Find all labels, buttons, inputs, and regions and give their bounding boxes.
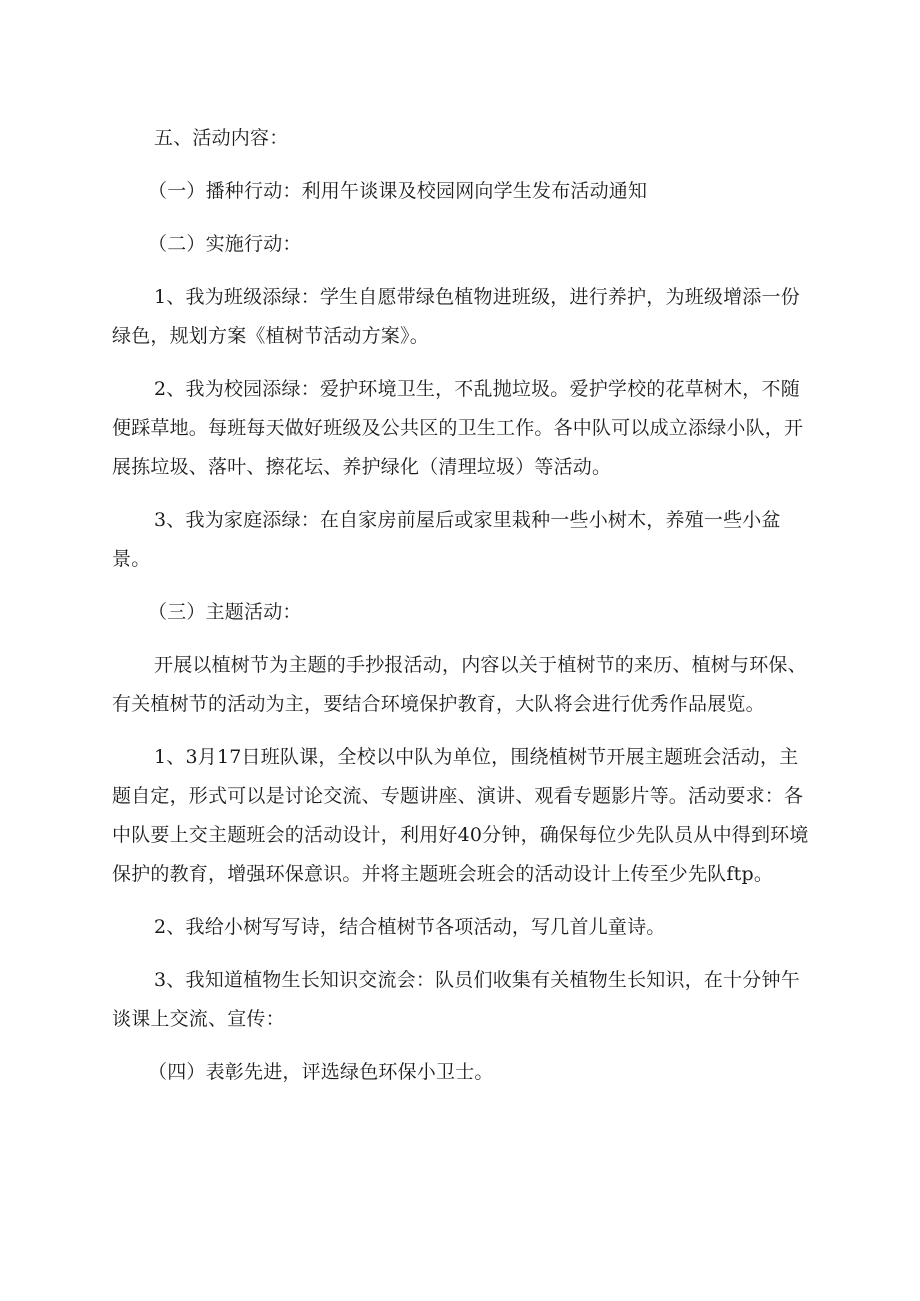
paragraph: 3、我知道植物生长知识交流会：队员们收集有关植物生长知识，在十分钟午谈课上交流、宣传： (112, 969, 800, 1030)
paragraph: 1、3月17日班队课，全校以中队为单位，围绕植树节开展主题班会活动，主题自定，形式可以是讨论交流、专题讲座、演讲、观看专题影片等。活动要求：各中队要上交主题班会的活动设计，利用好40分钟，确保每位少先队员从中得到环境保护的教育，增强环保意识。并将主题班会班会的活动设计上传至少先队ftp。 (112, 746, 809, 885)
section-heading: 五、活动内容： (154, 127, 289, 149)
paragraph: 2、我为校园添绿：爱护环境卫生，不乱抛垃圾。爱护学校的花草树木，不随便踩草地。每班每天做好班级及公共区的卫生工作。各中队可以成立添绿小队，开展拣垃圾、落叶、擦花坛、养护绿化（清理垃圾）等活动。 (112, 378, 804, 478)
list-item: （二）实施行动： (148, 233, 302, 255)
list-item: （三）主题活动： (148, 601, 302, 623)
paragraph: 2、我给小树写写诗，结合植树节各项活动，写几首儿童诗。 (154, 916, 666, 938)
list-item: （一）播种行动：利用午谈课及校园网向学生发布活动通知 (148, 180, 648, 202)
paragraph: 开展以植树节为主题的手抄报活动，内容以关于植树节的来历、植树与环保、有关植树节的活动为主，要结合环境保护教育，大队将会进行优秀作品展览。 (112, 654, 807, 715)
paragraph: 1、我为班级添绿：学生自愿带绿色植物进班级，进行养护，为班级增添一份绿色，规划方案《植树节活动方案》。 (112, 286, 800, 347)
list-item: （四）表彰先进，评选绿色环保小卫士。 (148, 1061, 494, 1083)
paragraph: 3、我为家庭添绿：在自家房前屋后或家里栽种一些小树木，养殖一些小盆景。 (112, 509, 781, 570)
document-body (112, 119, 812, 1092)
